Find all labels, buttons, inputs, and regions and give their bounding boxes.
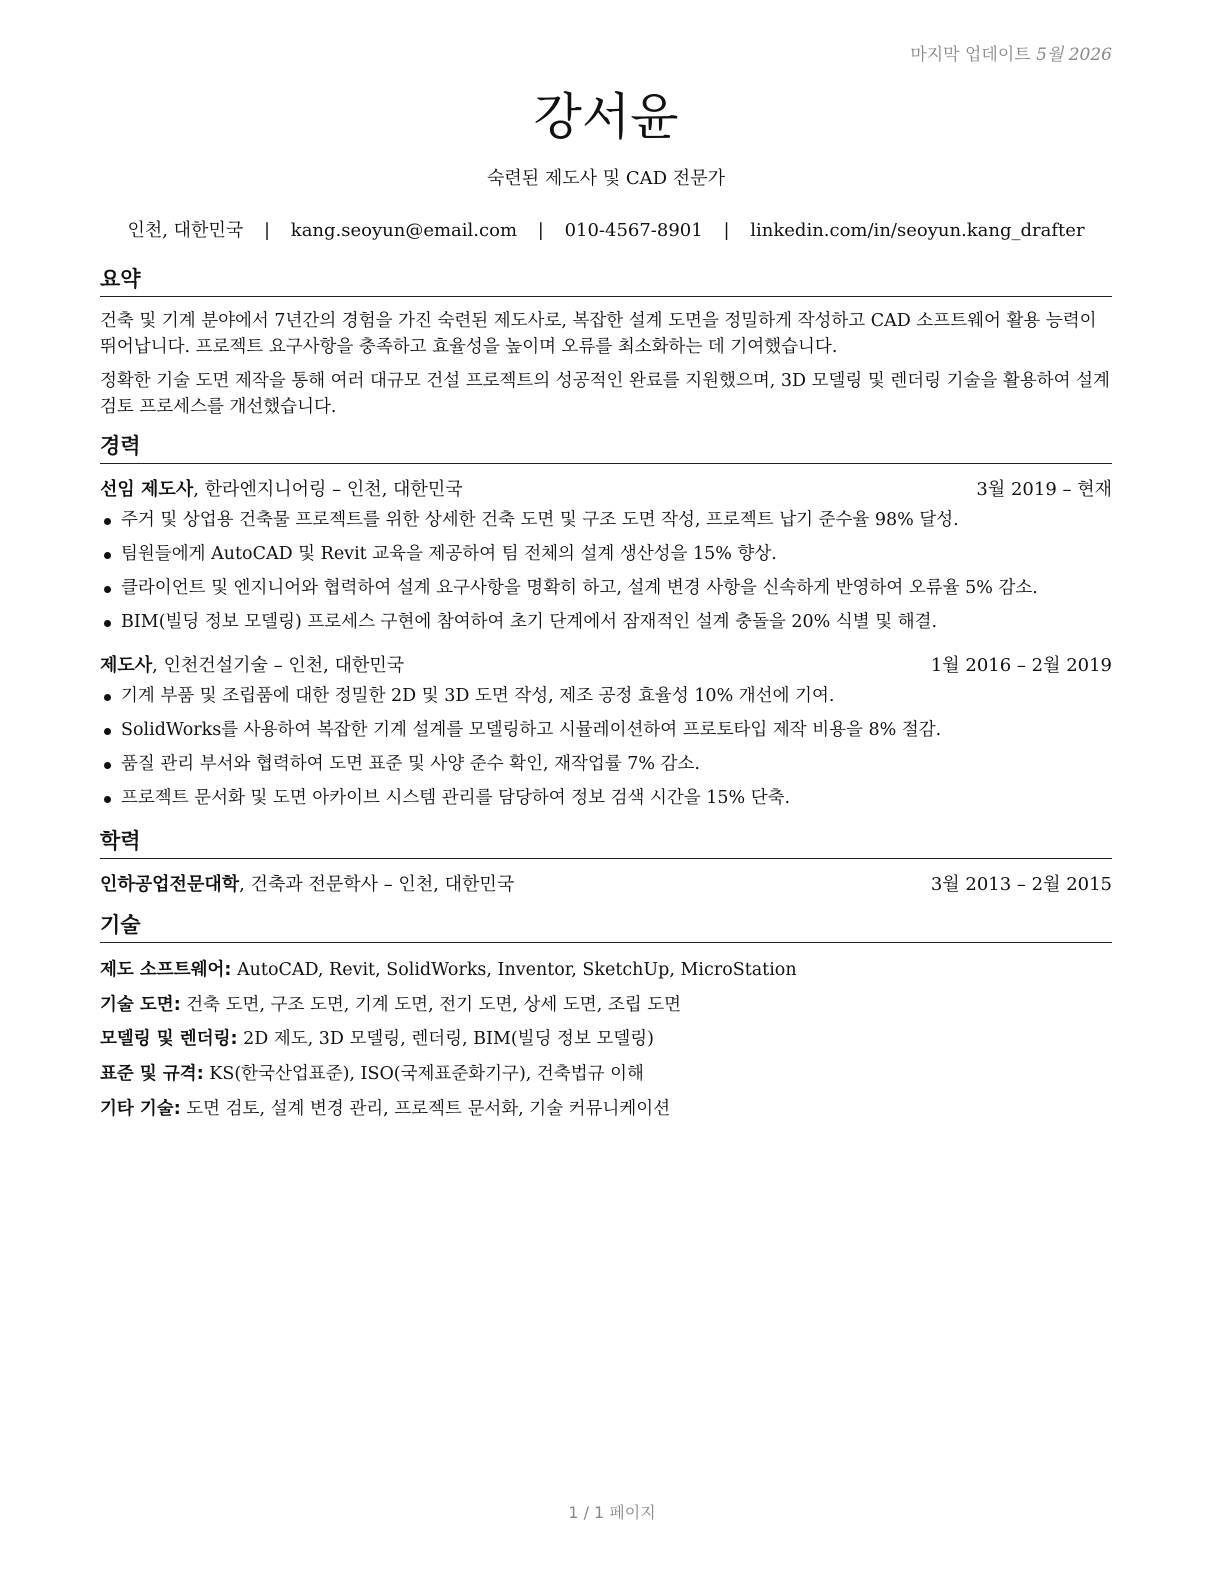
candidate-subtitle: 숙련된 제도사 및 CAD 전문가 — [487, 168, 725, 189]
list-item: 주거 및 상업용 건축물 프로젝트를 위한 상세한 건축 도면 및 구조 도면 작성, 프로젝트 납기 준수율 98% 달성. — [100, 507, 1112, 533]
education-school: 인하공업전문대학 — [100, 874, 240, 895]
skill-row — [100, 1096, 1112, 1122]
job-bullets — [100, 507, 1112, 635]
skill-value: 2D 제도, 3D 모델링, 렌더링, BIM(빌딩 정보 모델링) — [237, 1029, 654, 1050]
summary-paragraph: 건축 및 기계 분야에서 7년간의 경험을 가진 숙련된 제도사로, 복잡한 설계 도면을 정밀하게 작성하고 CAD 소프트웨어 활용 능력이 뛰어납니다. 프로젝트 요구사항을 충족하고 효율성을 높이며 오류를 최소화하는 데 기여했습니다. — [100, 311, 1097, 357]
list-item: BIM(빌딩 정보 모델링) 프로세스 구현에 참여하여 초기 단계에서 잠재적인 설계 충돌을 20% 식별 및 해결. — [100, 609, 1112, 635]
skill-value: 건축 도면, 구조 도면, 기계 도면, 전기 도면, 상세 도면, 조립 도면 — [180, 994, 682, 1015]
list-item: 프로젝트 문서화 및 도면 아카이브 시스템 관리를 담당하여 정보 검색 시간을 15% 단축. — [100, 785, 1112, 811]
list-item: SolidWorks를 사용하여 복잡한 기계 설계를 모델링하고 시뮬레이션하여 프로토타입 제작 비용을 8% 절감. — [100, 717, 1112, 743]
experience-section — [100, 432, 1112, 811]
skill-label: 기술 도면: — [100, 994, 181, 1015]
education-entry — [100, 872, 1112, 898]
job-dates: 3월 2019 – 현재 — [976, 479, 1112, 500]
skills-list — [100, 957, 1112, 1122]
skill-row — [100, 957, 1112, 983]
last-updated — [100, 40, 1112, 70]
skill-value: AutoCAD, Revit, SolidWorks, Inventor, SketchUp, MicroStation — [231, 960, 797, 980]
job-entry — [100, 653, 1112, 811]
skill-label: 표준 및 규격: — [100, 1064, 204, 1085]
skill-value: 도면 검토, 설계 변경 관리, 프로젝트 문서화, 기술 커뮤니케이션 — [180, 1098, 671, 1119]
list-item: 기계 부품 및 조립품에 대한 정밀한 2D 및 3D 도면 작성, 제조 공정 효율성 10% 개선에 기여. — [100, 683, 1112, 709]
education-heading: 학력 — [100, 827, 1112, 859]
education-dates: 3월 2013 – 2월 2015 — [930, 874, 1112, 895]
last-updated-label: 마지막 업데이트 — [910, 45, 1031, 65]
skill-label: 기타 기술: — [100, 1098, 181, 1119]
skill-value: KS(한국산업표준), ISO(국제표준화기구), 건축법규 이해 — [203, 1064, 644, 1085]
job-title: 제도사 — [100, 655, 153, 676]
education-detail: , 건축과 전문학사 – 인천, 대한민국 — [239, 874, 515, 895]
job-title: 선임 제도사 — [100, 479, 194, 500]
skill-row — [100, 1026, 1112, 1052]
contact-line — [100, 216, 1112, 246]
list-item: 팀원들에게 AutoCAD 및 Revit 교육을 제공하여 팀 전체의 설계 생산성을 15% 향상. — [100, 541, 1112, 567]
job-bullets — [100, 683, 1112, 811]
list-item: 클라이언트 및 엔지니어와 협력하여 설계 요구사항을 명확히 하고, 설계 변경 사항을 신속하게 반영하여 오류율 5% 감소. — [100, 575, 1112, 601]
candidate-name: 강서윤 — [533, 88, 679, 146]
contact-separator: | — [263, 220, 271, 241]
experience-heading: 경력 — [100, 432, 1112, 464]
summary-section — [100, 265, 1112, 420]
contact-linkedin[interactable]: linkedin.com/in/seoyun.kang_drafter — [750, 220, 1085, 241]
contact-separator: | — [723, 220, 730, 241]
last-updated-date: 5월 2026 — [1036, 45, 1112, 65]
skills-section — [100, 911, 1112, 1122]
skills-heading: 기술 — [100, 911, 1112, 943]
education-section — [100, 827, 1112, 898]
resume-page — [100, 40, 1112, 1130]
job-entry — [100, 477, 1112, 635]
job-org: , 한라엔지니어링 – 인천, 대한민국 — [193, 479, 463, 500]
job-org: , 인천건설기술 – 인천, 대한민국 — [152, 655, 405, 676]
skill-label: 모델링 및 렌더링: — [100, 1029, 238, 1050]
skill-row — [100, 1061, 1112, 1087]
summary-paragraph: 정확한 기술 도면 제작을 통해 여러 대규모 건설 프로젝트의 성공적인 완료를 지원했으며, 3D 모델링 및 렌더링 기술을 활용하여 설계 검토 프로세스를 개선했습니다. — [100, 371, 1110, 417]
job-header — [100, 653, 1112, 679]
summary-heading: 요약 — [100, 265, 1112, 297]
contact-phone: 010-4567-8901 — [564, 220, 703, 241]
contact-separator: | — [537, 220, 544, 241]
skill-row — [100, 992, 1112, 1018]
list-item: 품질 관리 부서와 협력하여 도면 표준 및 사양 준수 확인, 재작업률 7% 감소. — [100, 751, 1112, 777]
page-number: 1 / 1 페이지 — [568, 1503, 656, 1522]
job-dates: 1월 2016 – 2월 2019 — [930, 655, 1112, 676]
skill-label: 제도 소프트웨어: — [100, 960, 232, 980]
contact-location: 인천, 대한민국 — [127, 220, 244, 241]
job-header — [100, 477, 1112, 503]
contact-email[interactable]: kang.seoyun@email.com — [290, 220, 518, 241]
